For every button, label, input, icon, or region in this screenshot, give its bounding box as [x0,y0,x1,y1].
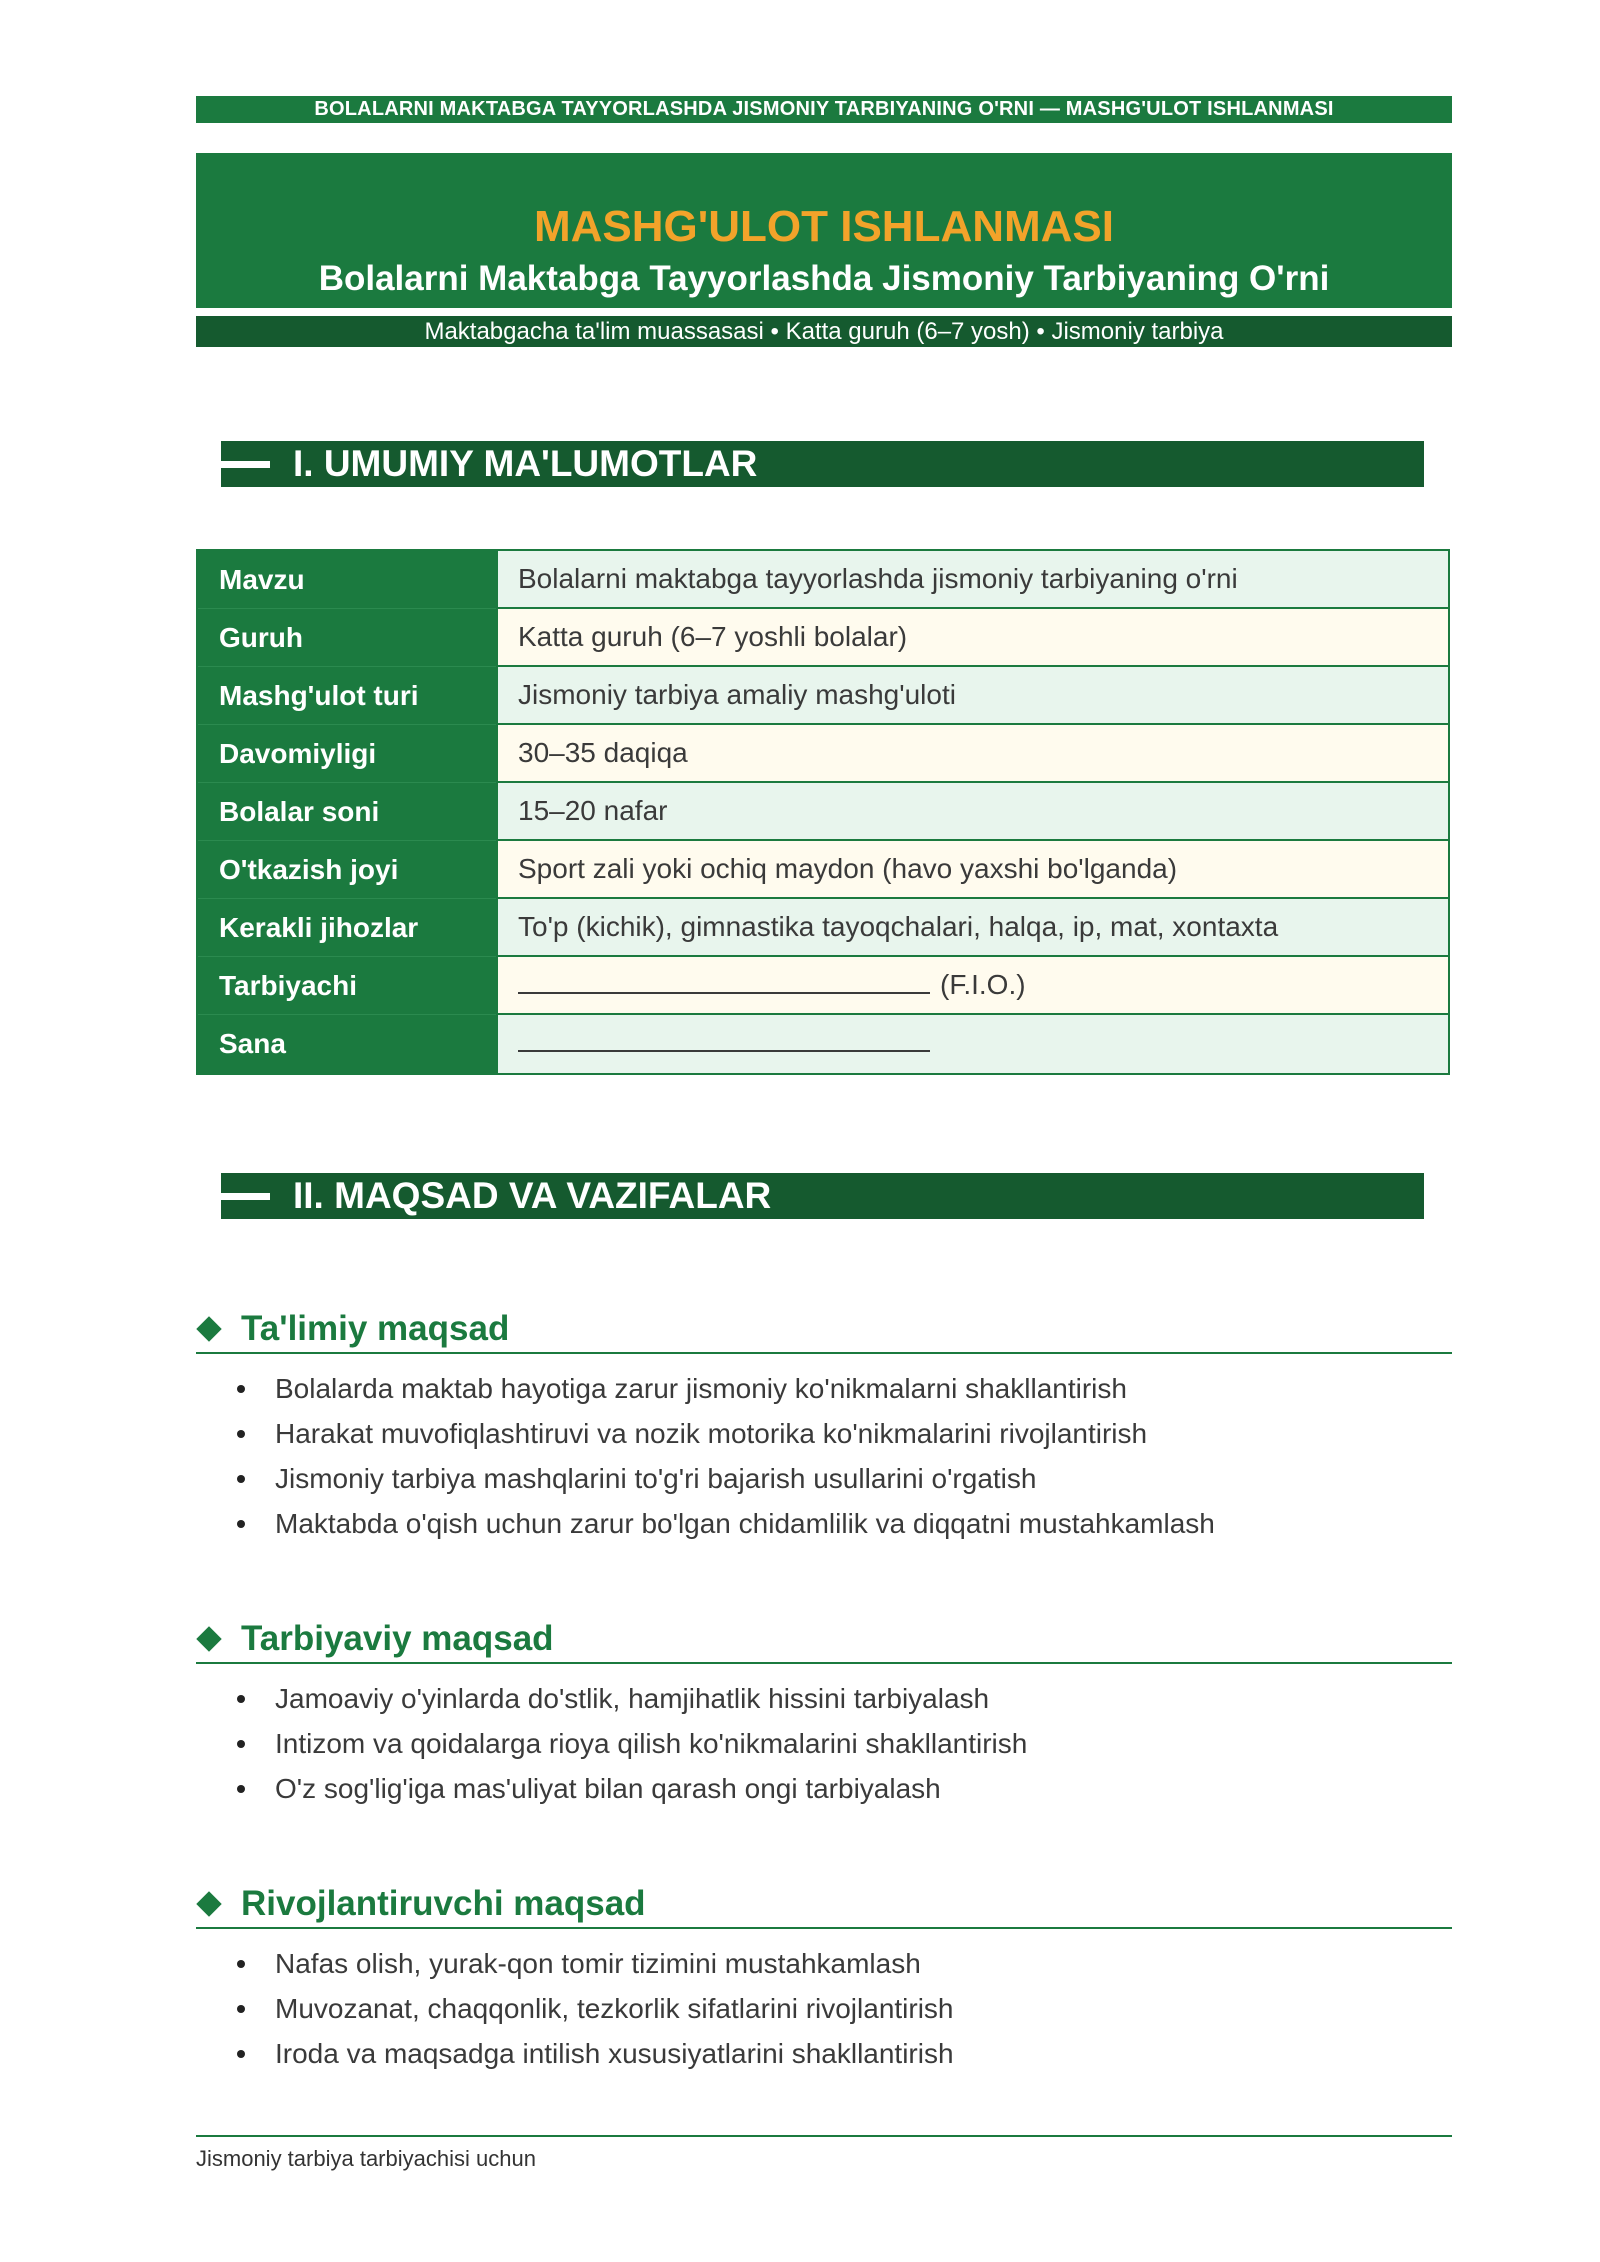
diamond-bullet-icon [196,1316,221,1341]
diamond-bullet-icon [196,1891,221,1916]
table-key: O'tkazish joyi [198,841,496,899]
goal-heading-developmental [196,1881,1452,1929]
table-value: Katta guruh (6–7 yoshli bolalar) [496,609,1448,667]
running-header: BOLALARNI MAKTABGA TAYYORLASHDA JISMONIY TARBIYANING O'RNI — MASHG'ULOT ISHLANMASI [196,96,1452,123]
table-key: Bolalar soni [198,783,496,841]
table-row [198,725,1448,783]
section-heading-label: I. UMUMIY MA'LUMOTLAR [293,443,758,484]
table-row [198,783,1448,841]
table-row [198,667,1448,725]
table-value: Sport zali yoki ochiq maydon (havo yaxshi bo'lganda) [496,841,1448,899]
footer-text: Jismoniy tarbiya tarbiyachisi uchun [196,2146,536,2171]
goal-heading-label: Tarbiyaviy maqsad [241,1619,554,1658]
list-item: Maktabda o'qish uchun zarur bo'lgan chidamlilik va diqqatni mustahkamlash [232,1501,1215,1546]
list-item: Bolalarda maktab hayotiga zarur jismoniy ko'nikmalarni shakllantirish [232,1366,1215,1411]
table-row [198,957,1448,1015]
table-row [198,551,1448,609]
document-meta: Maktabgacha ta'lim muassasasi • Katta guruh (6–7 yosh) • Jismoniy tarbiya [196,316,1452,347]
table-row [198,899,1448,957]
section-dash [221,461,270,468]
list-item: Harakat muvofiqlashtiruvi va nozik motorika ko'nikmalarini rivojlantirish [232,1411,1215,1456]
fill-in-blank[interactable] [518,960,930,994]
list-item: Muvozanat, chaqqonlik, tezkorlik sifatlarini rivojlantirish [232,1986,954,2031]
document-subtitle: Bolalarni Maktabga Tayyorlashda Jismoniy Tarbiyaning O'rni [318,259,1330,298]
diamond-bullet-icon [196,1626,221,1651]
table-value: 15–20 nafar [496,783,1448,841]
goal-heading-educational [196,1306,1452,1354]
table-row [198,1015,1448,1073]
list-item: Intizom va qoidalarga rioya qilish ko'nikmalarini shakllantirish [232,1721,1027,1766]
table-key: Mavzu [198,551,496,609]
general-info-table [196,549,1450,1075]
blank-caption: (F.I.O.) [940,969,1026,1000]
table-value [496,1015,1448,1073]
table-value: Bolalarni maktabga tayyorlashda jismoniy tarbiyaning o'rni [496,551,1448,609]
table-key: Mashg'ulot turi [198,667,496,725]
goal-list-upbringing [232,1676,1027,1811]
goal-heading-label: Rivojlantiruvchi maqsad [241,1884,646,1923]
list-item: Iroda va maqsadga intilish xususiyatlarini shakllantirish [232,2031,954,2076]
goal-list-educational [232,1366,1215,1546]
table-key: Tarbiyachi [198,957,496,1015]
table-row [198,841,1448,899]
table-key: Sana [198,1015,496,1073]
section-heading-general [221,441,1424,487]
section-heading-goals [221,1173,1424,1219]
table-value: Jismoniy tarbiya amaliy mashg'uloti [496,667,1448,725]
title-band [196,153,1452,308]
table-row [198,609,1448,667]
table-value: To'p (kichik), gimnastika tayoqchalari, halqa, ip, mat, xontaxta [496,899,1448,957]
list-item: O'z sog'lig'iga mas'uliyat bilan qarash ongi tarbiyalash [232,1766,1027,1811]
list-item: Jamoaviy o'yinlarda do'stlik, hamjihatlik hissini tarbiyalash [232,1676,1027,1721]
table-value: 30–35 daqiqa [496,725,1448,783]
list-item: Nafas olish, yurak-qon tomir tizimini mustahkamlash [232,1941,954,1986]
table-value [496,957,1448,1015]
document-title: MASHG'ULOT ISHLANMASI [534,202,1114,251]
footer-divider [196,2135,1452,2137]
goal-heading-upbringing [196,1616,1452,1664]
section-heading-label: II. MAQSAD VA VAZIFALAR [293,1175,772,1216]
table-key: Davomiyligi [198,725,496,783]
list-item: Jismoniy tarbiya mashqlarini to'g'ri bajarish usullarini o'rgatish [232,1456,1215,1501]
table-key: Kerakli jihozlar [198,899,496,957]
table-key: Guruh [198,609,496,667]
fill-in-blank[interactable] [518,1018,930,1052]
goal-list-developmental [232,1941,954,2076]
goal-heading-label: Ta'limiy maqsad [241,1309,510,1348]
section-dash [221,1193,270,1200]
